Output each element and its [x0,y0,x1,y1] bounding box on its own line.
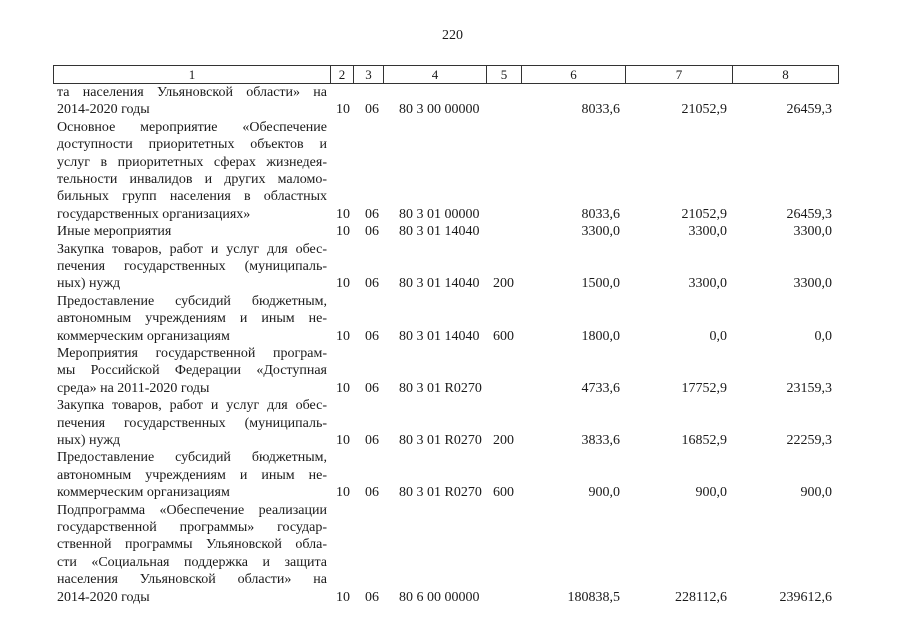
cell-col-8: 900,0 [800,485,832,501]
row-description [57,502,327,606]
header-col-6: 6 [522,66,626,83]
cell-col-4: 80 3 00 00000 [399,102,480,118]
cell-col-8: 3300,0 [793,276,832,292]
row-description [57,345,327,397]
description-line: коммерческим организациям [57,485,230,501]
cell-col-7: 0,0 [709,328,727,344]
cell-col-6: 180838,5 [567,589,620,605]
cell-col-8: 26459,3 [786,206,832,222]
description-line: печения государственных (муниципаль- [57,415,327,431]
description-line: государственной программы» государ- [57,520,327,535]
cell-col-2: 10 [336,206,350,222]
cell-col-7: 3300,0 [688,276,727,292]
description-line: та населения Ульяновской области» на [57,85,327,100]
cell-col-3: 06 [365,433,379,448]
cell-col-8: 3300,0 [793,224,832,240]
cell-col-4: 80 3 01 14040 [399,276,480,292]
description-line: тельности инвалидов и других маломо- [57,172,327,188]
description-line: среда» на 2011-2020 годы [57,380,210,396]
cell-col-4: 80 6 00 00000 [399,589,480,605]
cell-col-8: 26459,3 [786,102,832,118]
cell-col-4: 80 3 01 14040 [399,224,480,240]
description-line: населения Ульяновской области» на [57,572,327,588]
description-line: услуг в приоритетных сферах жизнедея- [57,154,327,170]
description-line: 2014-2020 годы [57,102,150,118]
description-line: автономным учреждениям и иным не- [57,311,327,327]
cell-col-3: 06 [365,485,379,501]
header-col-5: 5 [487,66,522,83]
cell-col-2: 10 [336,276,350,292]
description-line: бильных групп населения в областных [57,189,327,205]
cell-col-7: 17752,9 [681,380,727,396]
cell-col-6: 1500,0 [581,276,620,292]
cell-col-8: 23159,3 [786,380,832,396]
row-description [57,397,327,449]
row-description [57,241,327,293]
cell-col-6: 3833,6 [581,433,620,448]
cell-col-3: 06 [365,224,379,240]
cell-col-5: 200 [493,433,514,448]
row-description [57,449,327,501]
cell-col-6: 3300,0 [581,224,620,240]
cell-col-3: 06 [365,589,379,605]
cell-col-4: 80 3 01 R0270 [399,485,482,501]
description-line: Иные мероприятия [57,224,172,240]
cell-col-7: 16852,9 [681,433,727,448]
description-line: Закупка товаров, работ и услуг для обес- [57,241,327,257]
cell-col-6: 8033,6 [581,206,620,222]
cell-col-8: 239612,6 [779,589,832,605]
cell-col-6: 1800,0 [581,328,620,344]
header-col-4: 4 [384,66,487,83]
description-line: Мероприятия государственной програм- [57,346,327,361]
cell-col-2: 10 [336,433,350,448]
description-line: государственных организациях» [57,206,251,222]
cell-col-3: 06 [365,102,379,118]
description-line: Предоставление субсидий бюджетным, [57,450,327,466]
cell-col-3: 06 [365,276,379,292]
row-description [57,293,327,345]
description-line: мы Российской Федерации «Доступная [57,363,327,379]
cell-col-5: 600 [493,485,514,501]
cell-col-8: 0,0 [814,328,832,344]
cell-col-7: 3300,0 [688,224,727,240]
cell-col-7: 900,0 [695,485,727,501]
cell-col-2: 10 [336,380,350,396]
cell-col-3: 06 [365,206,379,222]
cell-col-8: 22259,3 [786,433,832,448]
description-line: ственной программы Ульяновской обла- [57,537,327,553]
description-line: Закупка товаров, работ и услуг для обес- [57,398,327,414]
row-description [57,223,327,240]
cell-col-7: 21052,9 [681,206,727,222]
header-col-1: 1 [54,66,331,83]
description-line: ных) нужд [57,276,121,292]
cell-col-2: 10 [336,102,350,118]
description-line: сти «Социальная поддержка и защита [57,554,327,570]
cell-col-3: 06 [365,328,379,344]
cell-col-4: 80 3 01 R0270 [399,433,482,448]
cell-col-2: 10 [336,485,350,501]
description-line: печения государственных (муниципаль- [57,259,327,274]
cell-col-7: 21052,9 [681,102,727,118]
cell-col-4: 80 3 01 R0270 [399,380,482,396]
cell-col-5: 600 [493,328,514,344]
cell-col-3: 06 [365,380,379,396]
description-line: Предоставление субсидий бюджетным, [57,293,327,309]
cell-col-6: 4733,6 [581,380,620,396]
cell-col-6: 8033,6 [581,102,620,118]
header-col-2: 2 [331,66,354,83]
row-description [57,119,327,223]
description-line: ных) нужд [57,433,121,448]
cell-col-4: 80 3 01 00000 [399,206,480,222]
header-col-3: 3 [354,66,384,83]
row-description [57,84,327,119]
cell-col-5: 200 [493,276,514,292]
cell-col-2: 10 [336,328,350,344]
cell-col-2: 10 [336,589,350,605]
description-line: доступности приоритетных объектов и [57,137,327,153]
header-col-7: 7 [626,66,733,83]
page-number: 220 [442,28,463,43]
description-line: автономным учреждениям и иным не- [57,467,327,483]
description-line: коммерческим организациям [57,328,230,344]
cell-col-2: 10 [336,224,350,240]
description-line: Основное мероприятие «Обеспечение [57,119,327,135]
description-line: 2014-2020 годы [57,589,150,605]
cell-col-4: 80 3 01 14040 [399,328,480,344]
cell-col-6: 900,0 [588,485,620,501]
description-line: Подпрограмма «Обеспечение реализации [57,502,327,518]
cell-col-7: 228112,6 [675,589,727,605]
header-col-8: 8 [733,66,839,83]
